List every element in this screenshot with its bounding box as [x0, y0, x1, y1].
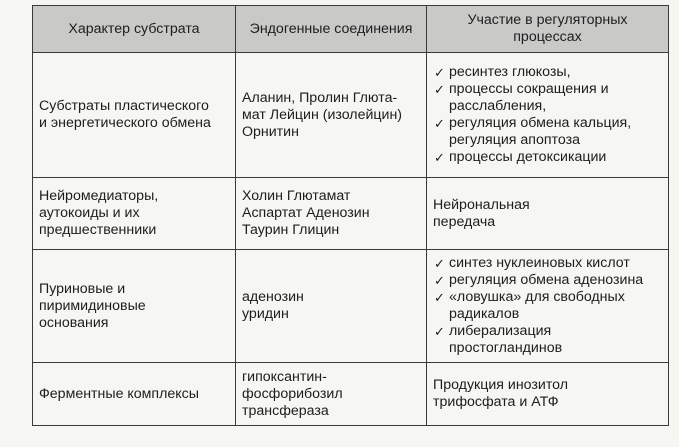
header-compounds: Эндогенные соединения: [236, 6, 427, 53]
list-item: ✓ процессы детоксикации: [434, 149, 607, 165]
compounds-cell: гипоксантин- фосфорибозил трансфераза: [236, 363, 427, 426]
compounds-cell: Аланин, Пролин Глюта- мат Лейцин (изолейцин) Орнитин: [236, 53, 427, 178]
list-item: ✓ ресинтез глюкозы,: [434, 64, 571, 80]
check-icon: ✓: [434, 324, 445, 339]
processes-list: [433, 64, 662, 166]
check-icon: ✓: [434, 116, 445, 131]
list-item: ✓ синтез нуклеиновых кислот: [434, 255, 630, 271]
table-row: [33, 178, 669, 250]
table-row: [33, 363, 669, 426]
list-item: ✓ регуляция обмена кальция, регуляция апоптоза: [434, 115, 632, 148]
list-item: ✓ либерализация простогландинов: [434, 323, 563, 356]
table-row: [33, 250, 669, 363]
list-item: ✓ процессы сокращения и расслабления,: [434, 81, 609, 114]
compounds-cell: Холин Глютамат Аспартат Аденозин Таурин Глицин: [236, 178, 427, 250]
processes-cell: [427, 250, 669, 363]
list-item: ✓ регуляция обмена аденозина: [434, 272, 644, 288]
processes-cell: Нейрональная передача: [427, 178, 669, 250]
processes-cell: [427, 53, 669, 178]
processes-list: [433, 255, 662, 357]
check-icon: ✓: [434, 273, 445, 288]
substrate-cell: Пуриновые и пиримидиновые основания: [33, 250, 236, 363]
substrate-cell: Ферментные комплексы: [33, 363, 236, 426]
substrates-table: [32, 5, 669, 426]
table-row: [33, 53, 669, 178]
check-icon: ✓: [434, 290, 445, 305]
compounds-cell: аденозин уридин: [236, 250, 427, 363]
header-processes: Участие в регуляторных процессах: [427, 6, 669, 53]
check-icon: ✓: [434, 256, 445, 271]
substrate-cell: Субстраты пластического и энергетического обмена: [33, 53, 236, 178]
list-item: ✓ «ловушка» для свободных радикалов: [434, 289, 625, 322]
processes-cell: Продукция инозитол трифосфата и АТФ: [427, 363, 669, 426]
header-substrate: Характер субстрата: [33, 6, 236, 53]
substrate-cell: Нейромедиаторы, аутокоиды и их предшественники: [33, 178, 236, 250]
check-icon: ✓: [434, 150, 445, 165]
table-header-row: [33, 6, 669, 53]
check-icon: ✓: [434, 82, 445, 97]
check-icon: ✓: [434, 65, 445, 80]
